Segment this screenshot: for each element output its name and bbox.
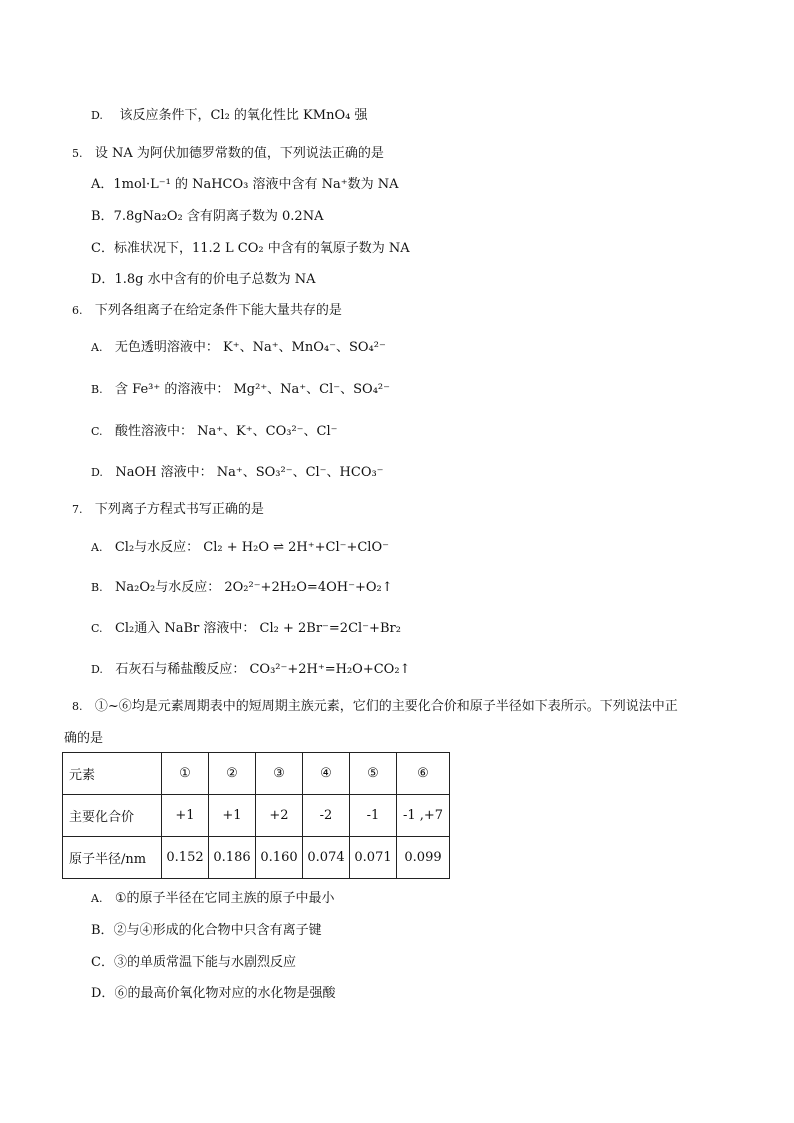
option-text: ①的原子半径在它同主族的原子中最小: [114, 891, 335, 906]
table-cell: -2: [303, 795, 350, 837]
option-text: Cl₂通入 NaBr 溶液中： Cl₂ + 2Br⁻=2Cl⁻+Br₂: [114, 621, 401, 636]
option-text: 1.8g 水中含有的价电子总数为 NA: [114, 272, 316, 287]
q8-option-a: [91, 891, 335, 907]
q8-option-d: [91, 986, 335, 1002]
option-letter: A.: [91, 541, 103, 554]
q7-option-b: [91, 580, 393, 596]
table-cell: -1: [350, 795, 397, 837]
option-text: ⑥的最高价氧化物对应的水化物是强酸: [114, 986, 336, 1001]
table-cell: ①: [162, 753, 209, 795]
q6-option-a: [91, 340, 386, 356]
option-letter: D．: [91, 272, 115, 287]
table-cell: -1 ,+7: [397, 795, 450, 837]
question-5-stem: [72, 146, 384, 162]
q5-option-b: [91, 209, 323, 225]
table-cell: ⑥: [397, 753, 450, 795]
option-letter: A．: [91, 177, 114, 192]
option-text: NaOH 溶液中： Na⁺、SO₃²⁻、Cl⁻、HCO₃⁻: [115, 465, 384, 480]
row-header: 原子半径/nm: [63, 837, 162, 879]
question-number: 5.: [72, 147, 83, 160]
option-letter: B．: [91, 923, 114, 938]
option-text: 1mol·L⁻¹ 的 NaHCO₃ 溶液中含有 Na⁺数为 NA: [113, 177, 399, 192]
option-letter: A.: [91, 892, 103, 905]
option-text: ③的单质常温下能与水剧烈反应: [113, 955, 296, 970]
table-cell: 0.071: [350, 837, 397, 879]
question-number: 6.: [72, 304, 83, 317]
question-number: 7.: [72, 503, 83, 516]
option-letter: D.: [91, 663, 103, 676]
table-cell: +1: [209, 795, 256, 837]
option-text: 标准状况下，11.2 L CO₂ 中含有的氧原子数为 NA: [113, 241, 410, 256]
table-cell: ③: [256, 753, 303, 795]
question-text: 确的是: [64, 731, 104, 746]
question-6-stem: [72, 303, 342, 319]
q7-option-c: [91, 621, 401, 637]
element-table: [62, 752, 450, 879]
option-text: 石灰石与稀盐酸反应： CO₃²⁻+2H⁺=H₂O+CO₂↑: [115, 662, 411, 677]
table-cell: +1: [162, 795, 209, 837]
question-text: 下列各组离子在给定条件下能大量共存的是: [94, 303, 342, 318]
question-text: 下列离子方程式书写正确的是: [94, 502, 264, 517]
option-text: 酸性溶液中： Na⁺、K⁺、CO₃²⁻、Cl⁻: [114, 424, 338, 439]
question-text: ①~⑥均是元素周期表中的短周期主族元素，它们的主要化合价和原子半径如下表所示。下列说法中正: [94, 699, 678, 714]
q5-option-d: [91, 272, 315, 288]
option-letter: A.: [91, 341, 103, 354]
option-letter: C．: [91, 955, 114, 970]
option-text: 该反应条件下，Cl₂ 的氧化性比 KMnO₄ 强: [119, 108, 368, 123]
q7-option-a: [91, 540, 389, 556]
q7-option-d: [91, 662, 410, 678]
option-letter: C.: [91, 425, 103, 438]
question-8-stem: [72, 699, 678, 715]
row-header: 元素: [63, 753, 162, 795]
q6-option-c: [91, 424, 338, 440]
option-letter: D.: [91, 109, 103, 122]
table-cell: ④: [303, 753, 350, 795]
option-letter: B．: [91, 209, 114, 224]
question-text: 设 NA 为阿伏加德罗常数的值，下列说法正确的是: [94, 146, 384, 161]
q8-option-c: [91, 955, 296, 971]
table-cell: ②: [209, 753, 256, 795]
q6-option-b: [91, 382, 390, 398]
q5-option-c: [91, 241, 410, 257]
table-cell: 0.160: [256, 837, 303, 879]
option-letter: C.: [91, 622, 103, 635]
option-letter: C．: [91, 241, 114, 256]
table-row: [63, 837, 450, 879]
q5-option-a: [91, 177, 399, 193]
option-text: 含 Fe³⁺ 的溶液中： Mg²⁺、Na⁺、Cl⁻、SO₄²⁻: [115, 382, 390, 397]
table-cell: 0.074: [303, 837, 350, 879]
option-letter: D.: [91, 466, 103, 479]
q6-option-d: [91, 465, 384, 481]
option-text: Na₂O₂与水反应： 2O₂²⁻+2H₂O=4OH⁻+O₂↑: [115, 580, 393, 595]
table-cell: +2: [256, 795, 303, 837]
q4-option-d: [91, 108, 367, 124]
table-row: [63, 753, 450, 795]
q8-option-b: [91, 923, 322, 939]
question-7-stem: [72, 502, 264, 518]
table-cell: 0.152: [162, 837, 209, 879]
option-letter: B.: [91, 581, 103, 594]
option-letter: D．: [91, 986, 115, 1001]
option-text: ②与④形成的化合物中只含有离子键: [113, 923, 322, 938]
table-cell: ⑤: [350, 753, 397, 795]
table-cell: 0.099: [397, 837, 450, 879]
question-8-stem-continued: [64, 731, 103, 747]
question-number: 8.: [72, 700, 83, 713]
option-text: 7.8gNa₂O₂ 含有阴离子数为 0.2NA: [113, 209, 324, 224]
option-text: 无色透明溶液中： K⁺、Na⁺、MnO₄⁻、SO₄²⁻: [114, 340, 386, 355]
table-cell: 0.186: [209, 837, 256, 879]
row-header: 主要化合价: [63, 795, 162, 837]
option-text: Cl₂与水反应： Cl₂ + H₂O ⇌ 2H⁺+Cl⁻+ClO⁻: [114, 540, 389, 555]
table-row: [63, 795, 450, 837]
option-letter: B.: [91, 383, 103, 396]
